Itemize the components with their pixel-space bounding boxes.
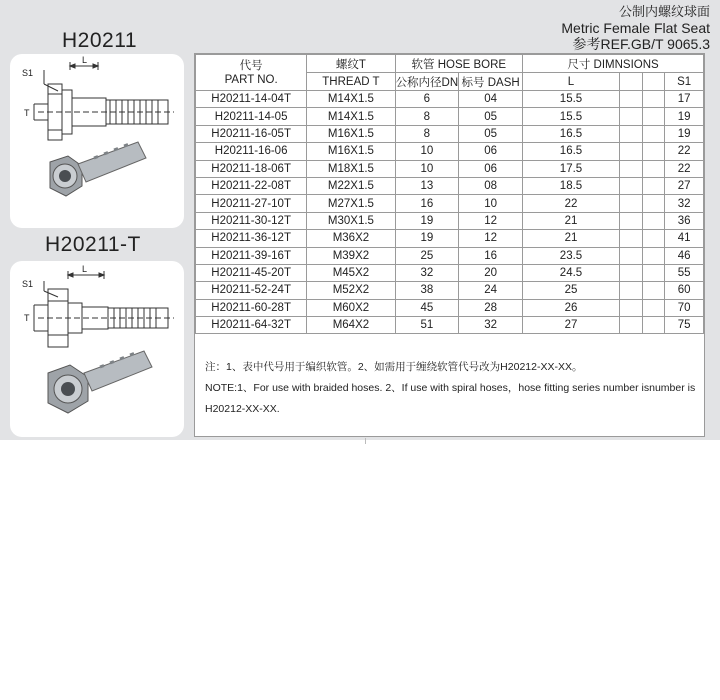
col-thread-en: THREAD T (307, 73, 395, 91)
cell-s1: 75 (665, 317, 704, 334)
table-row (196, 264, 704, 281)
fitting-drawing-h20211 (10, 54, 184, 228)
col-part-no-cn: 代号 (239, 59, 263, 72)
cell-s1: 41 (665, 230, 704, 247)
table-row (196, 282, 704, 299)
cell-dash: 10 (459, 195, 523, 212)
cell-dash: 12 (459, 212, 523, 229)
cell-dash: 24 (459, 282, 523, 299)
cell-l: 22 (523, 195, 620, 212)
cell-blank (619, 160, 642, 177)
table-row (196, 212, 704, 229)
cell-part-no: H20211-52-24T (196, 282, 307, 299)
cell-dash: 08 (459, 177, 523, 194)
notes (205, 357, 695, 420)
cell-blank (642, 247, 665, 264)
fitting-photo-h20211 (50, 142, 146, 196)
cell-dn: 8 (395, 125, 459, 142)
title-cn: 公制内螺纹球面 (618, 4, 710, 19)
table-row (196, 108, 704, 125)
cell-s1: 17 (665, 91, 704, 108)
cell-dn: 19 (395, 230, 459, 247)
cell-thread: M16X1.5 (307, 143, 395, 160)
cell-dash: 32 (459, 317, 523, 334)
cell-dash: 20 (459, 264, 523, 281)
cell-blank (642, 299, 665, 316)
cell-thread: M45X2 (307, 264, 395, 281)
col-s1: S1 (665, 73, 704, 91)
cell-dn: 19 (395, 212, 459, 229)
cell-blank (642, 212, 665, 229)
cell-l: 16.5 (523, 125, 620, 142)
table-row (196, 91, 704, 108)
cell-l: 15.5 (523, 108, 620, 125)
cell-blank (619, 91, 642, 108)
cell-s1: 19 (665, 108, 704, 125)
cell-dash: 06 (459, 143, 523, 160)
cell-thread: M14X1.5 (307, 108, 395, 125)
col-dn: 公称内径DN (395, 73, 459, 91)
table-row (196, 160, 704, 177)
table-row (196, 125, 704, 142)
cell-part-no: H20211-30-12T (196, 212, 307, 229)
cell-blank (619, 317, 642, 334)
cell-s1: 36 (665, 212, 704, 229)
cell-blank (619, 247, 642, 264)
cell-s1: 60 (665, 282, 704, 299)
cell-l: 17.5 (523, 160, 620, 177)
cell-dn: 16 (395, 195, 459, 212)
cell-part-no: H20211-27-10T (196, 195, 307, 212)
col-blank-1 (619, 73, 642, 91)
reference-standard: 参考REF.GB/T 9065.3 (572, 36, 710, 52)
cell-blank (642, 160, 665, 177)
cell-dn: 10 (395, 160, 459, 177)
cell-thread: M52X2 (307, 282, 395, 299)
cell-thread: M22X1.5 (307, 177, 395, 194)
cell-dash: 12 (459, 230, 523, 247)
title-en: Metric Female Flat Seat (561, 20, 710, 36)
cell-part-no: H20211-22-08T (196, 177, 307, 194)
col-blank-2 (642, 73, 665, 91)
cell-l: 21 (523, 212, 620, 229)
cell-thread: M36X2 (307, 230, 395, 247)
cell-blank (642, 230, 665, 247)
cell-dn: 45 (395, 299, 459, 316)
col-dimensions: 尺寸 DIMNSIONS (523, 55, 704, 73)
cell-l: 21 (523, 230, 620, 247)
cell-dash: 05 (459, 108, 523, 125)
cell-blank (642, 195, 665, 212)
cell-part-no: H20211-45-20T (196, 264, 307, 281)
note-en-line1: NOTE:1、For use with braided hoses. 2、If use with spiral hoses，hose fitting series number isnumber is (205, 382, 696, 394)
cell-s1: 70 (665, 299, 704, 316)
note-cn: 注：1、表中代号用于编织软管。2、如需用于缠绕软管代号改为H20212-XX-XX。 (205, 361, 583, 373)
col-dash: 标号 DASH (459, 73, 523, 91)
cell-blank (642, 91, 665, 108)
cell-blank (619, 125, 642, 142)
model-name-h20211: H20211 (62, 29, 138, 52)
cell-part-no: H20211-16-05T (196, 125, 307, 142)
note-en-line2: H20212-XX-XX. (205, 403, 280, 415)
cell-l: 26 (523, 299, 620, 316)
cell-part-no: H20211-60-28T (196, 299, 307, 316)
cell-dn: 51 (395, 317, 459, 334)
cell-l: 24.5 (523, 264, 620, 281)
cell-part-no: H20211-39-16T (196, 247, 307, 264)
cell-s1: 27 (665, 177, 704, 194)
cell-blank (619, 264, 642, 281)
col-thread-cn: 螺纹T (307, 55, 395, 73)
table-row (196, 143, 704, 160)
fitting-panel-h20211 (10, 54, 184, 228)
s1-label: S1 (22, 279, 34, 289)
cell-part-no: H20211-18-06T (196, 160, 307, 177)
cell-l: 15.5 (523, 91, 620, 108)
col-part-no (196, 55, 307, 91)
cell-blank (619, 230, 642, 247)
model-name-h20211-t: H20211-T (45, 233, 141, 256)
table-row (196, 317, 704, 334)
title-block (561, 4, 710, 52)
cell-dn: 38 (395, 282, 459, 299)
cell-dash: 06 (459, 160, 523, 177)
cell-blank (642, 108, 665, 125)
cell-dn: 13 (395, 177, 459, 194)
cell-dn: 32 (395, 264, 459, 281)
cell-s1: 46 (665, 247, 704, 264)
cell-s1: 19 (665, 125, 704, 142)
cell-s1: 55 (665, 264, 704, 281)
cell-blank (619, 108, 642, 125)
cell-thread: M39X2 (307, 247, 395, 264)
cell-part-no: H20211-14-04T (196, 91, 307, 108)
cell-dn: 6 (395, 91, 459, 108)
cell-part-no: H20211-14-05 (196, 108, 307, 125)
cell-part-no: H20211-64-32T (196, 317, 307, 334)
l-label: L (82, 264, 88, 274)
cell-blank (642, 264, 665, 281)
cell-blank (642, 177, 665, 194)
s1-label: S1 (22, 68, 34, 78)
cell-s1: 22 (665, 143, 704, 160)
cell-dash: 04 (459, 91, 523, 108)
cell-s1: 22 (665, 160, 704, 177)
fitting-drawing-h20211-t (10, 261, 184, 437)
cell-l: 25 (523, 282, 620, 299)
t-label: T (24, 313, 30, 323)
cell-blank (642, 317, 665, 334)
col-hose-bore: 软管 HOSE BORE (395, 55, 522, 73)
cell-dash: 28 (459, 299, 523, 316)
t-label: T (24, 108, 30, 118)
cell-blank (619, 299, 642, 316)
col-l: L (523, 73, 620, 91)
cell-s1: 32 (665, 195, 704, 212)
table-row (196, 230, 704, 247)
fitting-panel-h20211-t (10, 261, 184, 437)
cell-thread: M27X1.5 (307, 195, 395, 212)
cell-blank (619, 143, 642, 160)
cell-thread: M30X1.5 (307, 212, 395, 229)
divider-tick (365, 438, 366, 444)
cell-dn: 8 (395, 108, 459, 125)
cell-thread: M60X2 (307, 299, 395, 316)
cell-l: 18.5 (523, 177, 620, 194)
l-label: L (82, 55, 88, 65)
cell-part-no: H20211-16-06 (196, 143, 307, 160)
cell-blank (619, 282, 642, 299)
spec-table-panel (194, 53, 705, 437)
cell-blank (642, 282, 665, 299)
fitting-photo-h20211-t (48, 351, 152, 413)
cell-thread: M64X2 (307, 317, 395, 334)
cell-blank (642, 143, 665, 160)
cell-blank (642, 125, 665, 142)
table-row (196, 247, 704, 264)
table-row (196, 299, 704, 316)
table-row (196, 177, 704, 194)
cell-blank (619, 177, 642, 194)
cell-dn: 10 (395, 143, 459, 160)
cell-l: 16.5 (523, 143, 620, 160)
cell-l: 27 (523, 317, 620, 334)
cell-dash: 16 (459, 247, 523, 264)
table-row (196, 195, 704, 212)
cell-thread: M14X1.5 (307, 91, 395, 108)
cell-blank (619, 212, 642, 229)
col-part-no-en: PART NO. (224, 73, 278, 86)
cell-thread: M16X1.5 (307, 125, 395, 142)
cell-blank (619, 195, 642, 212)
spec-table (195, 54, 704, 334)
table-header-row (196, 55, 704, 73)
cell-l: 23.5 (523, 247, 620, 264)
cell-thread: M18X1.5 (307, 160, 395, 177)
cell-dn: 25 (395, 247, 459, 264)
cell-dash: 05 (459, 125, 523, 142)
cell-part-no: H20211-36-12T (196, 230, 307, 247)
